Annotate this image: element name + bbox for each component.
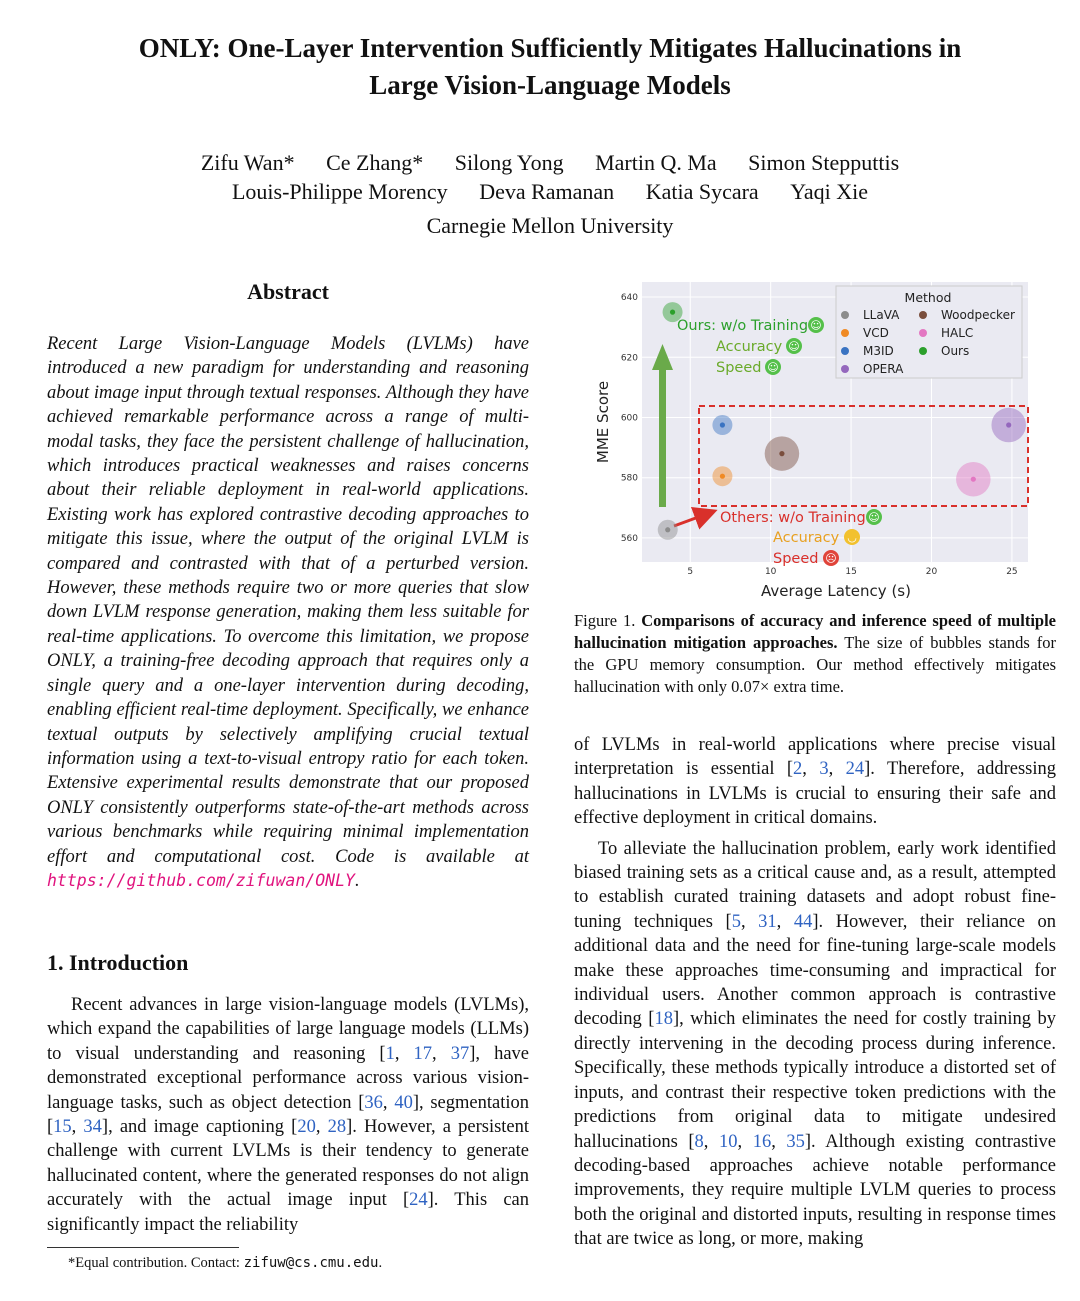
legend-label: HALC <box>941 326 974 340</box>
abstract-end: . <box>354 870 360 891</box>
citation-link[interactable]: 28 <box>327 1117 347 1138</box>
y-axis-label: MME Score <box>594 380 612 464</box>
right-paragraph-2 <box>574 837 1056 1252</box>
citation-link[interactable]: 44 <box>793 911 813 932</box>
legend-marker <box>919 347 927 355</box>
paper-title <box>0 30 1080 104</box>
legend-marker <box>841 347 849 355</box>
author: Zifu Wan* <box>200 150 295 175</box>
happy-face-glyph: ☺ <box>868 511 880 524</box>
citation-link[interactable]: 35 <box>786 1131 805 1152</box>
body-text: , <box>394 1043 414 1064</box>
legend-label: M3ID <box>863 344 894 358</box>
caption-bold: Comparisons of accuracy and inference speed of multiple hallucination mitigation approaches. <box>574 611 1056 652</box>
author: Martin Q. Ma <box>595 150 717 175</box>
bubble-center-vcd <box>720 474 725 479</box>
legend-marker <box>919 329 927 337</box>
bubble-center-ours <box>670 310 675 315</box>
author: Simon Stepputtis <box>748 150 900 175</box>
x-axis-label: Average Latency (s) <box>761 582 911 600</box>
body-text: ], and image captioning [ <box>101 1117 298 1138</box>
citation-link[interactable]: 40 <box>394 1092 413 1113</box>
x-tick-label: 5 <box>687 567 694 577</box>
happy-face-glyph: ☺ <box>810 319 822 332</box>
y-tick-label: 640 <box>620 293 638 304</box>
body-text: , <box>432 1043 451 1064</box>
citation-link[interactable]: 10 <box>718 1131 738 1152</box>
body-text: Recent advances in large vision-language models (LVLMs), which expand the capabilities of large language models (LLMs) to visual understanding and reasoning [ <box>47 995 529 1064</box>
figure-caption <box>574 610 1056 698</box>
body-text: ], which eliminates the need for costly training by directly intervening in the decoding process during inference. Specifically, these methods typically introduce a distorted set of inputs, and contrast their respective token predictions with the predictions from original data to mitigate undesired hallucinations [ <box>574 1009 1056 1152</box>
bubble-center-llava <box>665 527 670 532</box>
footnote <box>68 1255 382 1272</box>
citation-link[interactable]: 34 <box>83 1117 102 1138</box>
body-text: of LVLMs in real-world applications where precise visual interpretation is essential [ <box>574 735 1056 780</box>
title-line-2: Large Vision-Language Models <box>369 70 731 100</box>
citation-link[interactable]: 24 <box>845 759 865 780</box>
title-line-1: ONLY: One-Layer Intervention Sufficiently Mitigates Hallucinations in <box>138 33 962 63</box>
citation-link[interactable]: 17 <box>413 1043 433 1064</box>
citation-link[interactable]: 24 <box>409 1190 428 1211</box>
bubble-center-woodpecker <box>779 451 784 456</box>
legend-label: VCD <box>863 326 889 340</box>
body-text: , <box>802 759 820 780</box>
right-column-body <box>574 733 1056 1252</box>
caption-label: Figure 1. <box>574 611 636 630</box>
bubble-chart <box>586 280 1041 602</box>
legend-marker <box>841 311 849 319</box>
citation-link[interactable]: 5 <box>731 911 741 932</box>
sad-face-glyph: ☹ <box>825 552 837 565</box>
introduction-body <box>47 993 529 1237</box>
legend-label: Ours <box>941 344 970 358</box>
body-text: , <box>740 911 759 932</box>
abstract-text: Recent Large Vision-Language Models (LVLMs) have introduced a new paradigm for understanding and reasoning about image input through textual responses. Although they have achieved remarkable performance across a range of multi-modal tasks, they face the persistent challenge of hallucination, which introduces practical weaknesses and raises concerns about their reliable deployment in real-world applications. Existing work has explored contrastive decoding approaches to mitigate this issue, where the output of the original LVLM is compared and contrasted with that of a perturbed version. However, these methods require two or more queries that slow down LVLM response generation, making them less suitable for real-time applications. To overcome this limitation, we propose ONLY, a training-free decoding approach that requires only a single query and a one-layer intervention during decoding, enabling efficient real-time deployment. Specifically, we enhance textual outputs by selectively amplifying crucial textual information using a text-to-visual entropy ratio for each token. Extensive experimental results demonstrate that our proposed ONLY consistently outperforms state-of-the-art methods across various benchmarks while requiring minimal implementation effort and computational cost. Code is available at <box>47 334 529 867</box>
body-text: , <box>776 911 794 932</box>
contact-email[interactable]: zifuw@cs.cmu.edu <box>243 1255 379 1271</box>
citation-link[interactable]: 18 <box>654 1009 673 1030</box>
x-tick-label: 15 <box>845 567 857 577</box>
legend-marker <box>919 311 927 319</box>
section-heading-introduction: 1. Introduction <box>47 950 189 975</box>
others-annotation-accuracy: Accuracy <box>773 530 840 546</box>
right-paragraph-1 <box>574 733 1056 831</box>
code-link[interactable]: https://github.com/zifuwan/ONLY <box>47 870 355 890</box>
citation-link[interactable]: 8 <box>694 1131 704 1152</box>
footnote-text: *Equal contribution. Contact: <box>68 1255 244 1271</box>
x-tick-label: 25 <box>1006 567 1018 577</box>
author: Louis-Philippe Morency <box>231 179 448 204</box>
author: Silong Yong <box>454 150 564 175</box>
affiliation: Carnegie Mellon University <box>426 213 674 238</box>
body-text: ]. However, a persistent challenge with current LVLMs is their tendency to generate hallucinated content, where the generated responses do not align accurately with the actual image input [ <box>47 1117 530 1211</box>
intro-paragraph <box>47 993 529 1237</box>
neutral-face-glyph: ◡ <box>847 531 857 544</box>
x-tick-label: 10 <box>764 567 777 577</box>
body-text: , <box>71 1117 84 1138</box>
y-tick-label: 580 <box>620 473 638 484</box>
citation-link[interactable]: 15 <box>53 1117 72 1138</box>
citation-link[interactable]: 2 <box>793 759 803 780</box>
bubble-center-opera <box>1006 422 1011 427</box>
legend-marker <box>841 329 849 337</box>
body-text: ], have demonstrated exceptional performance across various vision-language tasks, such as object detection [ <box>47 1043 530 1113</box>
happy-face-glyph: ☺ <box>767 361 779 374</box>
body-text: ]. Although existing contrastive decoding-based approaches achieve notable performance improvements, they require multiple LVLM queries to process both the original and distorted inputs, resulting in response times that are twice as long, or more, making <box>574 1131 1057 1250</box>
footnote-end: . <box>378 1255 383 1271</box>
caption-rest: The size of bubbles stands for the GPU memory consumption. Our method effectively mitigates hallucination with only 0.07× extra time. <box>574 633 1056 696</box>
legend-label: LLaVA <box>863 308 900 322</box>
bubble-center-halc <box>971 477 976 482</box>
citation-link[interactable]: 37 <box>450 1043 470 1064</box>
citation-link[interactable]: 36 <box>364 1092 383 1113</box>
others-annotation-speed: Speed <box>773 551 819 567</box>
body-text: To alleviate the hallucination problem, early work identified biased training sets as a critical cause and, as a result, attempted to establish curated training datasets and adopt robust fine-tuning techniques [ <box>574 838 1056 932</box>
bubble-center-m3id <box>720 422 725 427</box>
citation-link[interactable]: 31 <box>758 911 777 932</box>
y-tick-label: 620 <box>620 353 638 364</box>
body-text: ]. Therefore, addressing hallucinations in LVLMs is crucial to ensuring their safe and effective deployment in critical domains. <box>574 759 1057 829</box>
author: Yaqi Xie <box>790 179 869 204</box>
y-tick-label: 600 <box>620 413 638 424</box>
body-text: ]. This can significantly impact the reliability <box>47 1190 529 1235</box>
body-text: , <box>315 1117 328 1138</box>
citation-link[interactable]: 16 <box>752 1131 772 1152</box>
body-text: , <box>737 1131 753 1152</box>
ours-annotation-title: Ours: w/o Training <box>677 318 809 334</box>
footnote-rule <box>47 1247 239 1248</box>
y-tick-label: 560 <box>620 533 638 544</box>
author: Ce Zhang* <box>326 150 424 175</box>
body-text: ]. However, their reliance on additional data and the need for fine-tuning large-scale models make these approaches time-consuming and impractical for individual users. Another common approach is contrastive decoding [ <box>574 911 1057 1030</box>
citation-link[interactable]: 3 <box>819 759 829 780</box>
figure-1 <box>586 280 1041 602</box>
abstract-body <box>47 332 529 893</box>
author-row-2 <box>0 177 1080 206</box>
body-text: , <box>828 759 846 780</box>
author: Katia Sycara <box>645 179 759 204</box>
legend-label: OPERA <box>863 362 904 376</box>
author-row-1 <box>0 148 1080 177</box>
legend-marker <box>841 365 849 373</box>
citation-link[interactable]: 1 <box>385 1043 395 1064</box>
ours-annotation-accuracy: Accuracy <box>716 339 783 355</box>
body-text: , <box>703 1131 719 1152</box>
legend-label: Woodpecker <box>941 308 1015 322</box>
legend-title: Method <box>904 290 952 305</box>
body-text: , <box>382 1092 395 1113</box>
x-tick-label: 20 <box>925 567 938 577</box>
citation-link[interactable]: 20 <box>297 1117 316 1138</box>
body-text: ], segmentation [ <box>47 1092 529 1138</box>
happy-face-glyph: ☺ <box>788 340 800 353</box>
ours-annotation-speed: Speed <box>716 360 762 376</box>
abstract-heading: Abstract <box>247 279 329 304</box>
author-list <box>0 148 1080 206</box>
others-annotation-title: Others: w/o Training <box>720 510 866 526</box>
body-text: , <box>771 1131 787 1152</box>
author: Deva Ramanan <box>479 179 615 204</box>
